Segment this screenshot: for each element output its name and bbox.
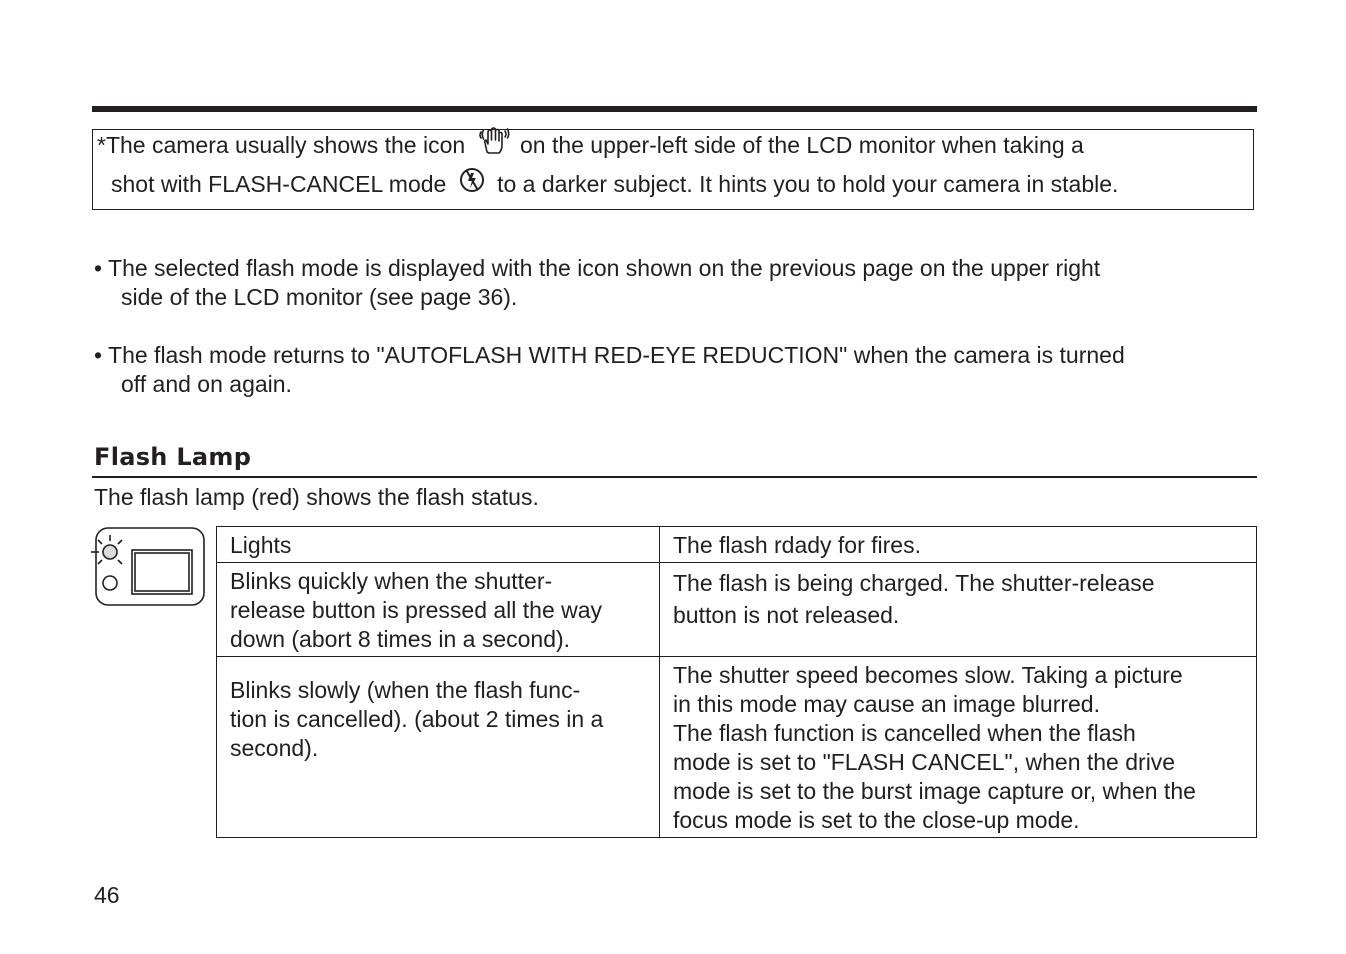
flash-lamp-status-table: [216, 526, 1257, 838]
section-intro: The flash lamp (red) shows the flash status.: [94, 484, 539, 510]
section-rule: [92, 476, 1257, 478]
table-row: [217, 527, 1257, 563]
note-line-1: *The camera usually shows the icon on the upper-left side of the LCD monitor when taking a: [97, 126, 1084, 168]
status-cell: Lights: [217, 527, 660, 563]
section-heading: Flash Lamp: [94, 443, 252, 471]
page-number: 46: [94, 882, 120, 908]
status-cell: Blinks quickly when the shutter- release button is pressed all the way down (abort 8 times in a second).: [217, 563, 660, 657]
top-rule: [92, 106, 1257, 112]
hand-shake-icon: [476, 126, 510, 168]
meaning-cell: The flash rdady for fires.: [660, 527, 1257, 563]
bullet-flash-mode-display: • The selected flash mode is displayed with the icon shown on the previous page on the upper right side of the LCD monitor (see page 36).: [94, 255, 1101, 310]
flash-lamp-icon: [88, 525, 208, 614]
status-cell: Blinks slowly (when the flash func- tion is cancelled). (about 2 times in a second).: [217, 657, 660, 838]
note-line-2: shot with FLASH-CANCEL mode to a darker subject. It hints you to hold your camera in stable.: [111, 165, 1118, 206]
table-row: [217, 657, 1257, 838]
stability-note-box: [92, 129, 1254, 210]
meaning-cell: The flash is being charged. The shutter-release button is not released.: [660, 563, 1257, 657]
flash-cancel-icon: [457, 166, 487, 206]
table-row: [217, 563, 1257, 657]
bullet-flash-mode-reset: • The flash mode returns to "AUTOFLASH WITH RED-EYE REDUCTION" when the camera is turned off and on again.: [94, 342, 1125, 397]
meaning-cell: The shutter speed becomes slow. Taking a picture in this mode may cause an image blurred. The flash function is cancelled when the flash mode is set to "FLASH CANCEL", when the drive mode is set to the burst image capture or, when the focus mode is set to the close-up mode.: [660, 657, 1257, 838]
